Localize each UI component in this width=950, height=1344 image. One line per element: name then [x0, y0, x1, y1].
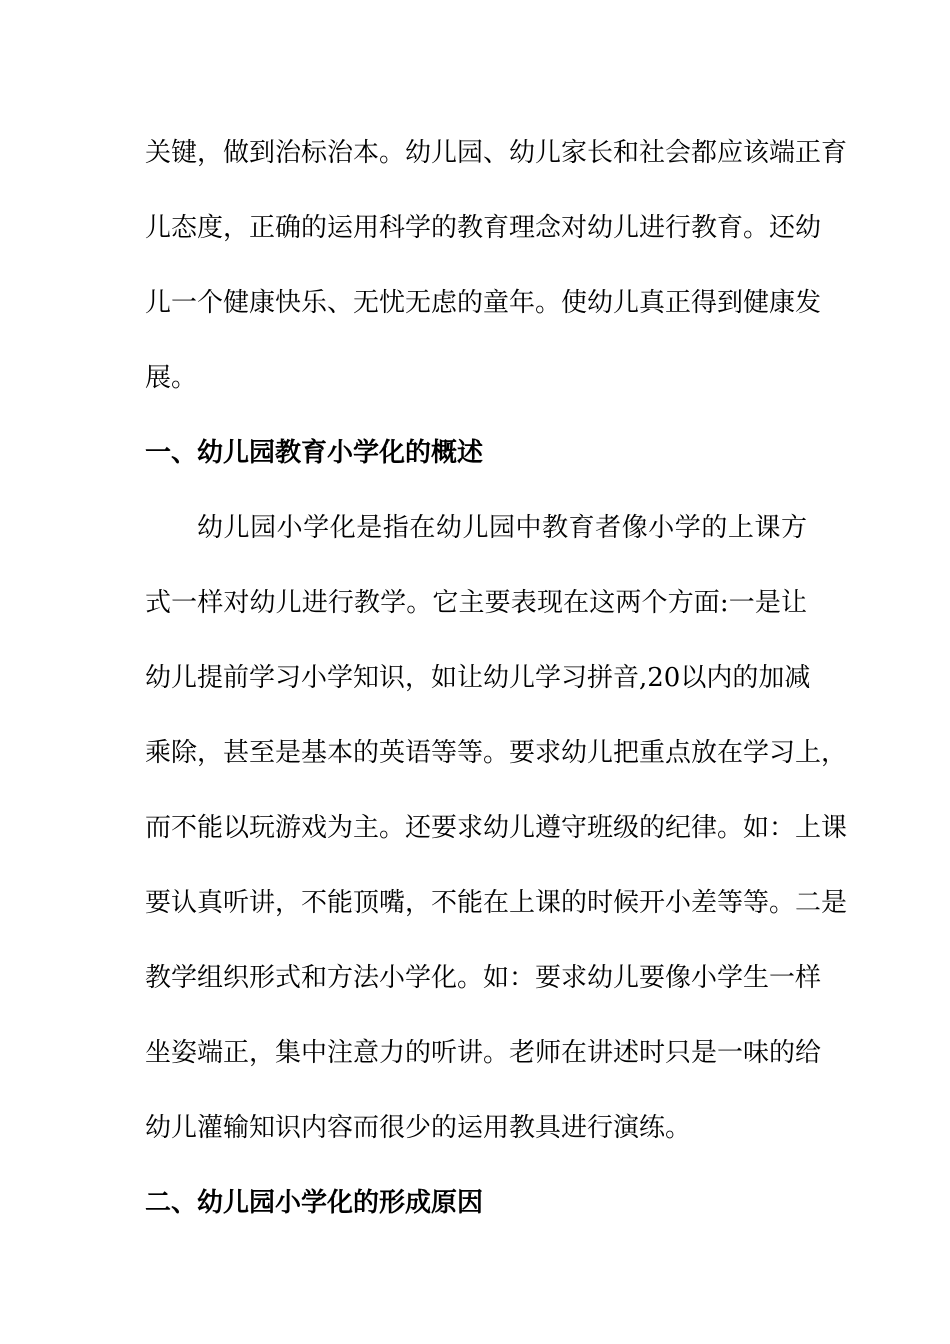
paragraph-line: 关键，做到治标治本。幼儿园、幼儿家长和社会都应该端正育 — [145, 138, 848, 168]
paragraph-line: 坐姿端正，集中注意力的听讲。老师在讲述时只是一味的给 — [145, 1038, 822, 1068]
paragraph-line: 而不能以玩游戏为主。还要求幼儿遵守班级的纪律。如：上课 — [145, 813, 848, 843]
paragraph-line: 式一样对幼儿进行教学。它主要表现在这两个方面:一是让 — [145, 588, 807, 618]
paragraph-line: 展。 — [145, 363, 198, 393]
paragraph-line: 教学组织形式和方法小学化。如：要求幼儿要像小学生一样 — [145, 963, 822, 993]
paragraph-line: 乘除，甚至是基本的英语等等。要求幼儿把重点放在学习上， — [145, 738, 848, 768]
section-heading-2: 二、幼儿园小学化的形成原因 — [145, 1188, 484, 1218]
document-body — [145, 127, 848, 1252]
section-heading-1: 一、幼儿园教育小学化的概述 — [145, 438, 484, 468]
paragraph-line: 儿态度，正确的运用科学的教育理念对幼儿进行教育。还幼 — [145, 213, 822, 243]
paragraph-line: 幼儿园小学化是指在幼儿园中教育者像小学的上课方 — [197, 513, 807, 543]
paragraph-line: 儿一个健康快乐、无忧无虑的童年。使幼儿真正得到健康发 — [145, 288, 822, 318]
paragraph-line: 要认真听讲，不能顶嘴，不能在上课的时候开小差等等。二是 — [145, 888, 848, 918]
paragraph-line: 幼儿灌输知识内容而很少的运用教具进行演练。 — [145, 1113, 692, 1143]
paragraph-line: 幼儿提前学习小学知识，如让幼儿学习拼音,20以内的加减 — [145, 663, 811, 693]
